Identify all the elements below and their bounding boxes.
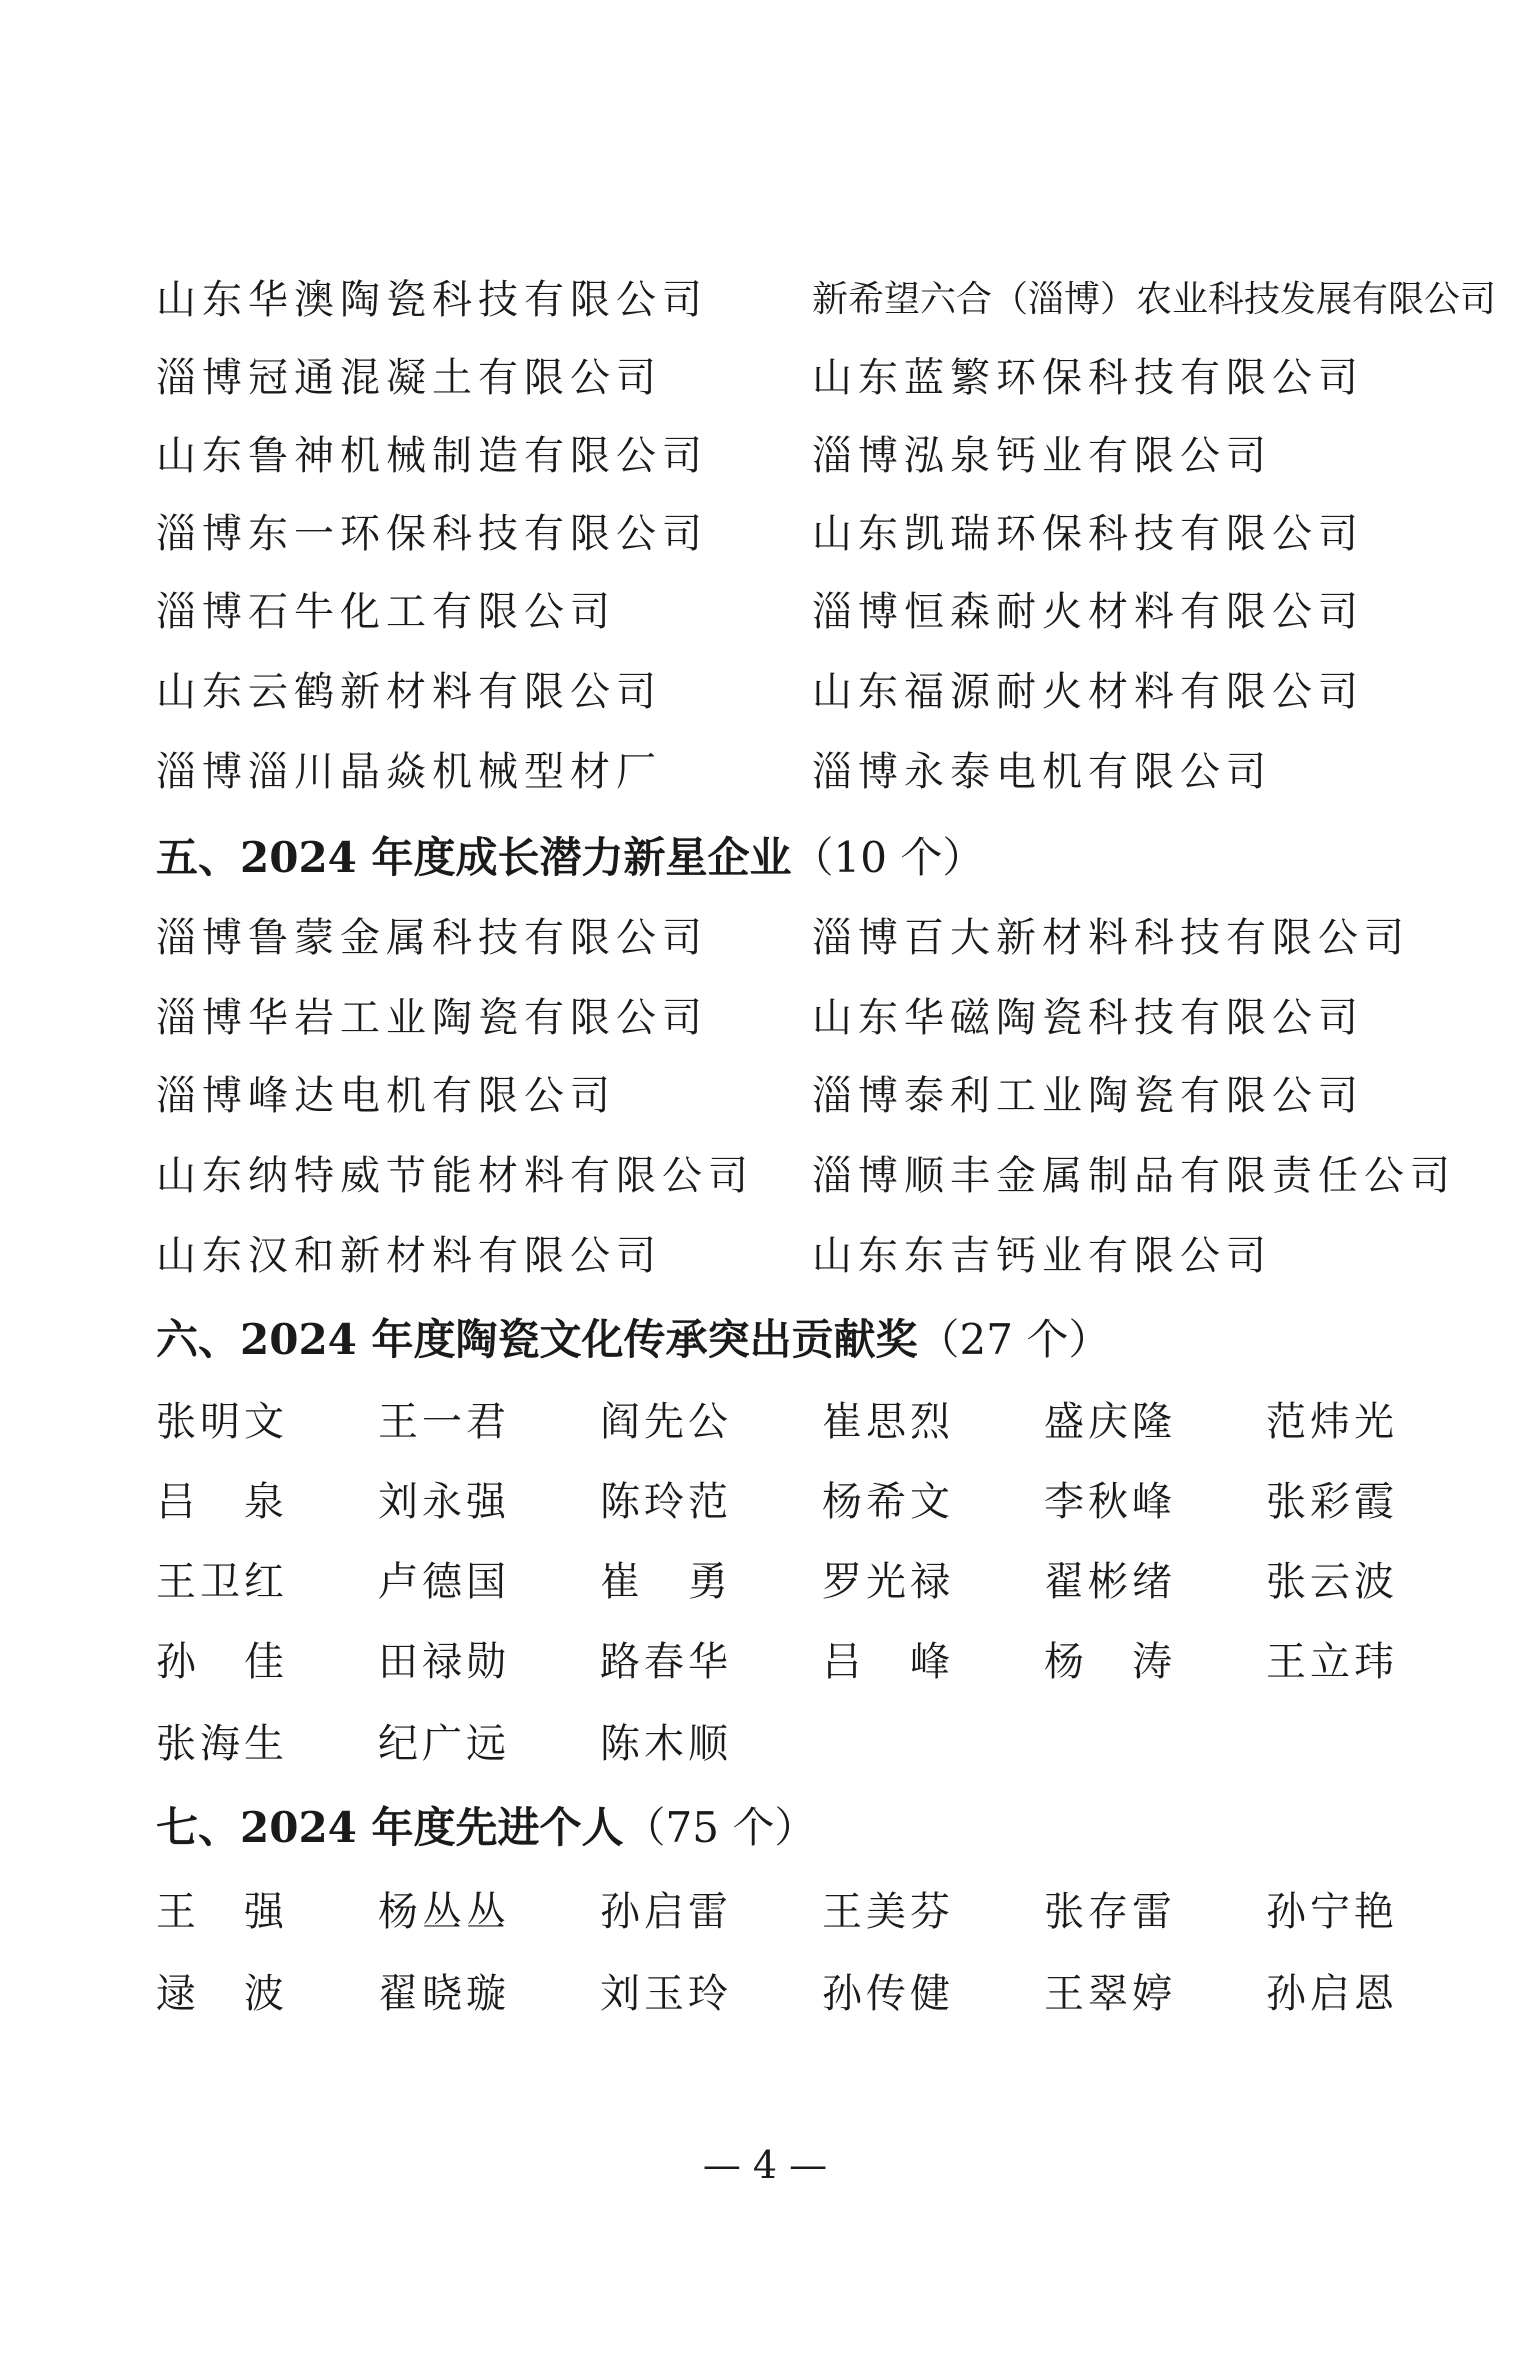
company-row [156,504,1496,564]
company-name: 山东纳特威节能材料有限公司 [156,1153,754,1199]
company-row [156,1066,1496,1126]
person-name: 刘永强 [378,1479,510,1525]
company-name: 淄博东一环保科技有限公司 [156,511,708,557]
section-count: （27 个） [917,1315,1111,1364]
company-name: 新希望六合（淄博）农业科技发展有限公司 [812,279,1497,320]
person-name: 盛庆隆 [1044,1399,1176,1445]
person-name: 范炜光 [1266,1399,1398,1445]
company-name: 淄博顺丰金属制品有限责任公司 [812,1153,1456,1199]
person-name: 纪广远 [378,1721,510,1767]
person-name: 崔 勇 [600,1559,732,1605]
company-row [156,988,1496,1048]
company-row [156,582,1496,642]
name-row [156,1714,1456,1774]
person-name: 孙启雷 [600,1889,732,1935]
section-count: （10 个） [791,833,985,882]
person-name: 孙 佳 [156,1639,288,1685]
person-name: 陈木顺 [600,1721,732,1767]
company-name: 淄博华岩工业陶瓷有限公司 [156,995,708,1041]
person-name: 翟彬绪 [1044,1559,1176,1605]
name-row [156,1472,1456,1532]
section-heading [156,828,984,888]
company-name: 淄博淄川晶焱机械型材厂 [156,749,662,795]
person-name: 张存雷 [1044,1889,1176,1935]
person-name: 王 强 [156,1889,288,1935]
person-name: 孙宁艳 [1266,1889,1398,1935]
person-name: 王一君 [378,1399,510,1445]
section-title: 六、2024 年度陶瓷文化传承突出贡献奖 [156,1315,918,1364]
company-name: 山东福源耐火材料有限公司 [812,669,1364,715]
person-name: 王卫红 [156,1559,288,1605]
company-row [156,270,1496,330]
company-name: 山东凯瑞环保科技有限公司 [812,511,1364,557]
person-name: 张明文 [156,1399,288,1445]
person-name: 路春华 [600,1639,732,1685]
company-row [156,348,1496,408]
person-name: 李秋峰 [1044,1479,1176,1525]
company-row [156,1146,1496,1206]
section-heading [156,1310,1110,1370]
person-name: 杨丛丛 [378,1889,510,1935]
name-row [156,1392,1456,1452]
person-name: 孙启恩 [1266,1971,1398,2017]
company-row [156,1226,1496,1286]
person-name: 卢德国 [378,1559,510,1605]
company-name: 山东鲁神机械制造有限公司 [156,433,708,479]
company-name: 淄博峰达电机有限公司 [156,1073,616,1119]
section-title: 五、2024 年度成长潜力新星企业 [156,833,792,882]
person-name: 王立玮 [1266,1639,1398,1685]
person-name: 杨希文 [822,1479,954,1525]
person-name: 罗光禄 [822,1559,954,1605]
company-name: 淄博冠通混凝土有限公司 [156,355,662,401]
name-row [156,1964,1456,2024]
person-name: 王美芬 [822,1889,954,1935]
company-name: 山东汉和新材料有限公司 [156,1233,662,1279]
person-name: 张海生 [156,1721,288,1767]
name-row [156,1632,1456,1692]
section-heading [156,1798,816,1858]
person-name: 逯 波 [156,1971,288,2017]
company-name: 山东东吉钙业有限公司 [812,1233,1272,1279]
company-name: 山东华澳陶瓷科技有限公司 [156,277,708,323]
person-name: 张云波 [1266,1559,1398,1605]
company-name: 山东华磁陶瓷科技有限公司 [812,995,1364,1041]
person-name: 吕 峰 [822,1639,954,1685]
company-name: 淄博泰利工业陶瓷有限公司 [812,1073,1364,1119]
person-name: 翟晓璇 [378,1971,510,2017]
company-row [156,662,1496,722]
person-name: 陈玲范 [600,1479,732,1525]
person-name: 王翠婷 [1044,1971,1176,2017]
person-name: 杨 涛 [1044,1639,1176,1685]
name-row [156,1882,1456,1942]
person-name: 田禄勋 [378,1639,510,1685]
section-title: 七、2024 年度先进个人 [156,1803,624,1852]
company-row [156,908,1496,968]
person-name: 刘玉玲 [600,1971,732,2017]
section-count: （75 个） [623,1803,817,1852]
company-name: 淄博鲁蒙金属科技有限公司 [156,915,708,961]
page-number: — 4 — [702,2143,828,2187]
name-row [156,1552,1456,1612]
company-name: 淄博百大新材料科技有限公司 [812,915,1410,961]
company-row [156,742,1496,802]
company-name: 淄博石牛化工有限公司 [156,589,616,635]
company-name: 淄博永泰电机有限公司 [812,749,1272,795]
person-name: 张彩霞 [1266,1479,1398,1525]
person-name: 阎先公 [600,1399,732,1445]
person-name: 吕 泉 [156,1479,288,1525]
person-name: 孙传健 [822,1971,954,2017]
company-name: 山东蓝繁环保科技有限公司 [812,355,1364,401]
person-name: 崔思烈 [822,1399,954,1445]
company-name: 山东云鹤新材料有限公司 [156,669,662,715]
company-name: 淄博泓泉钙业有限公司 [812,433,1272,479]
company-row [156,426,1496,486]
company-name: 淄博恒森耐火材料有限公司 [812,589,1364,635]
